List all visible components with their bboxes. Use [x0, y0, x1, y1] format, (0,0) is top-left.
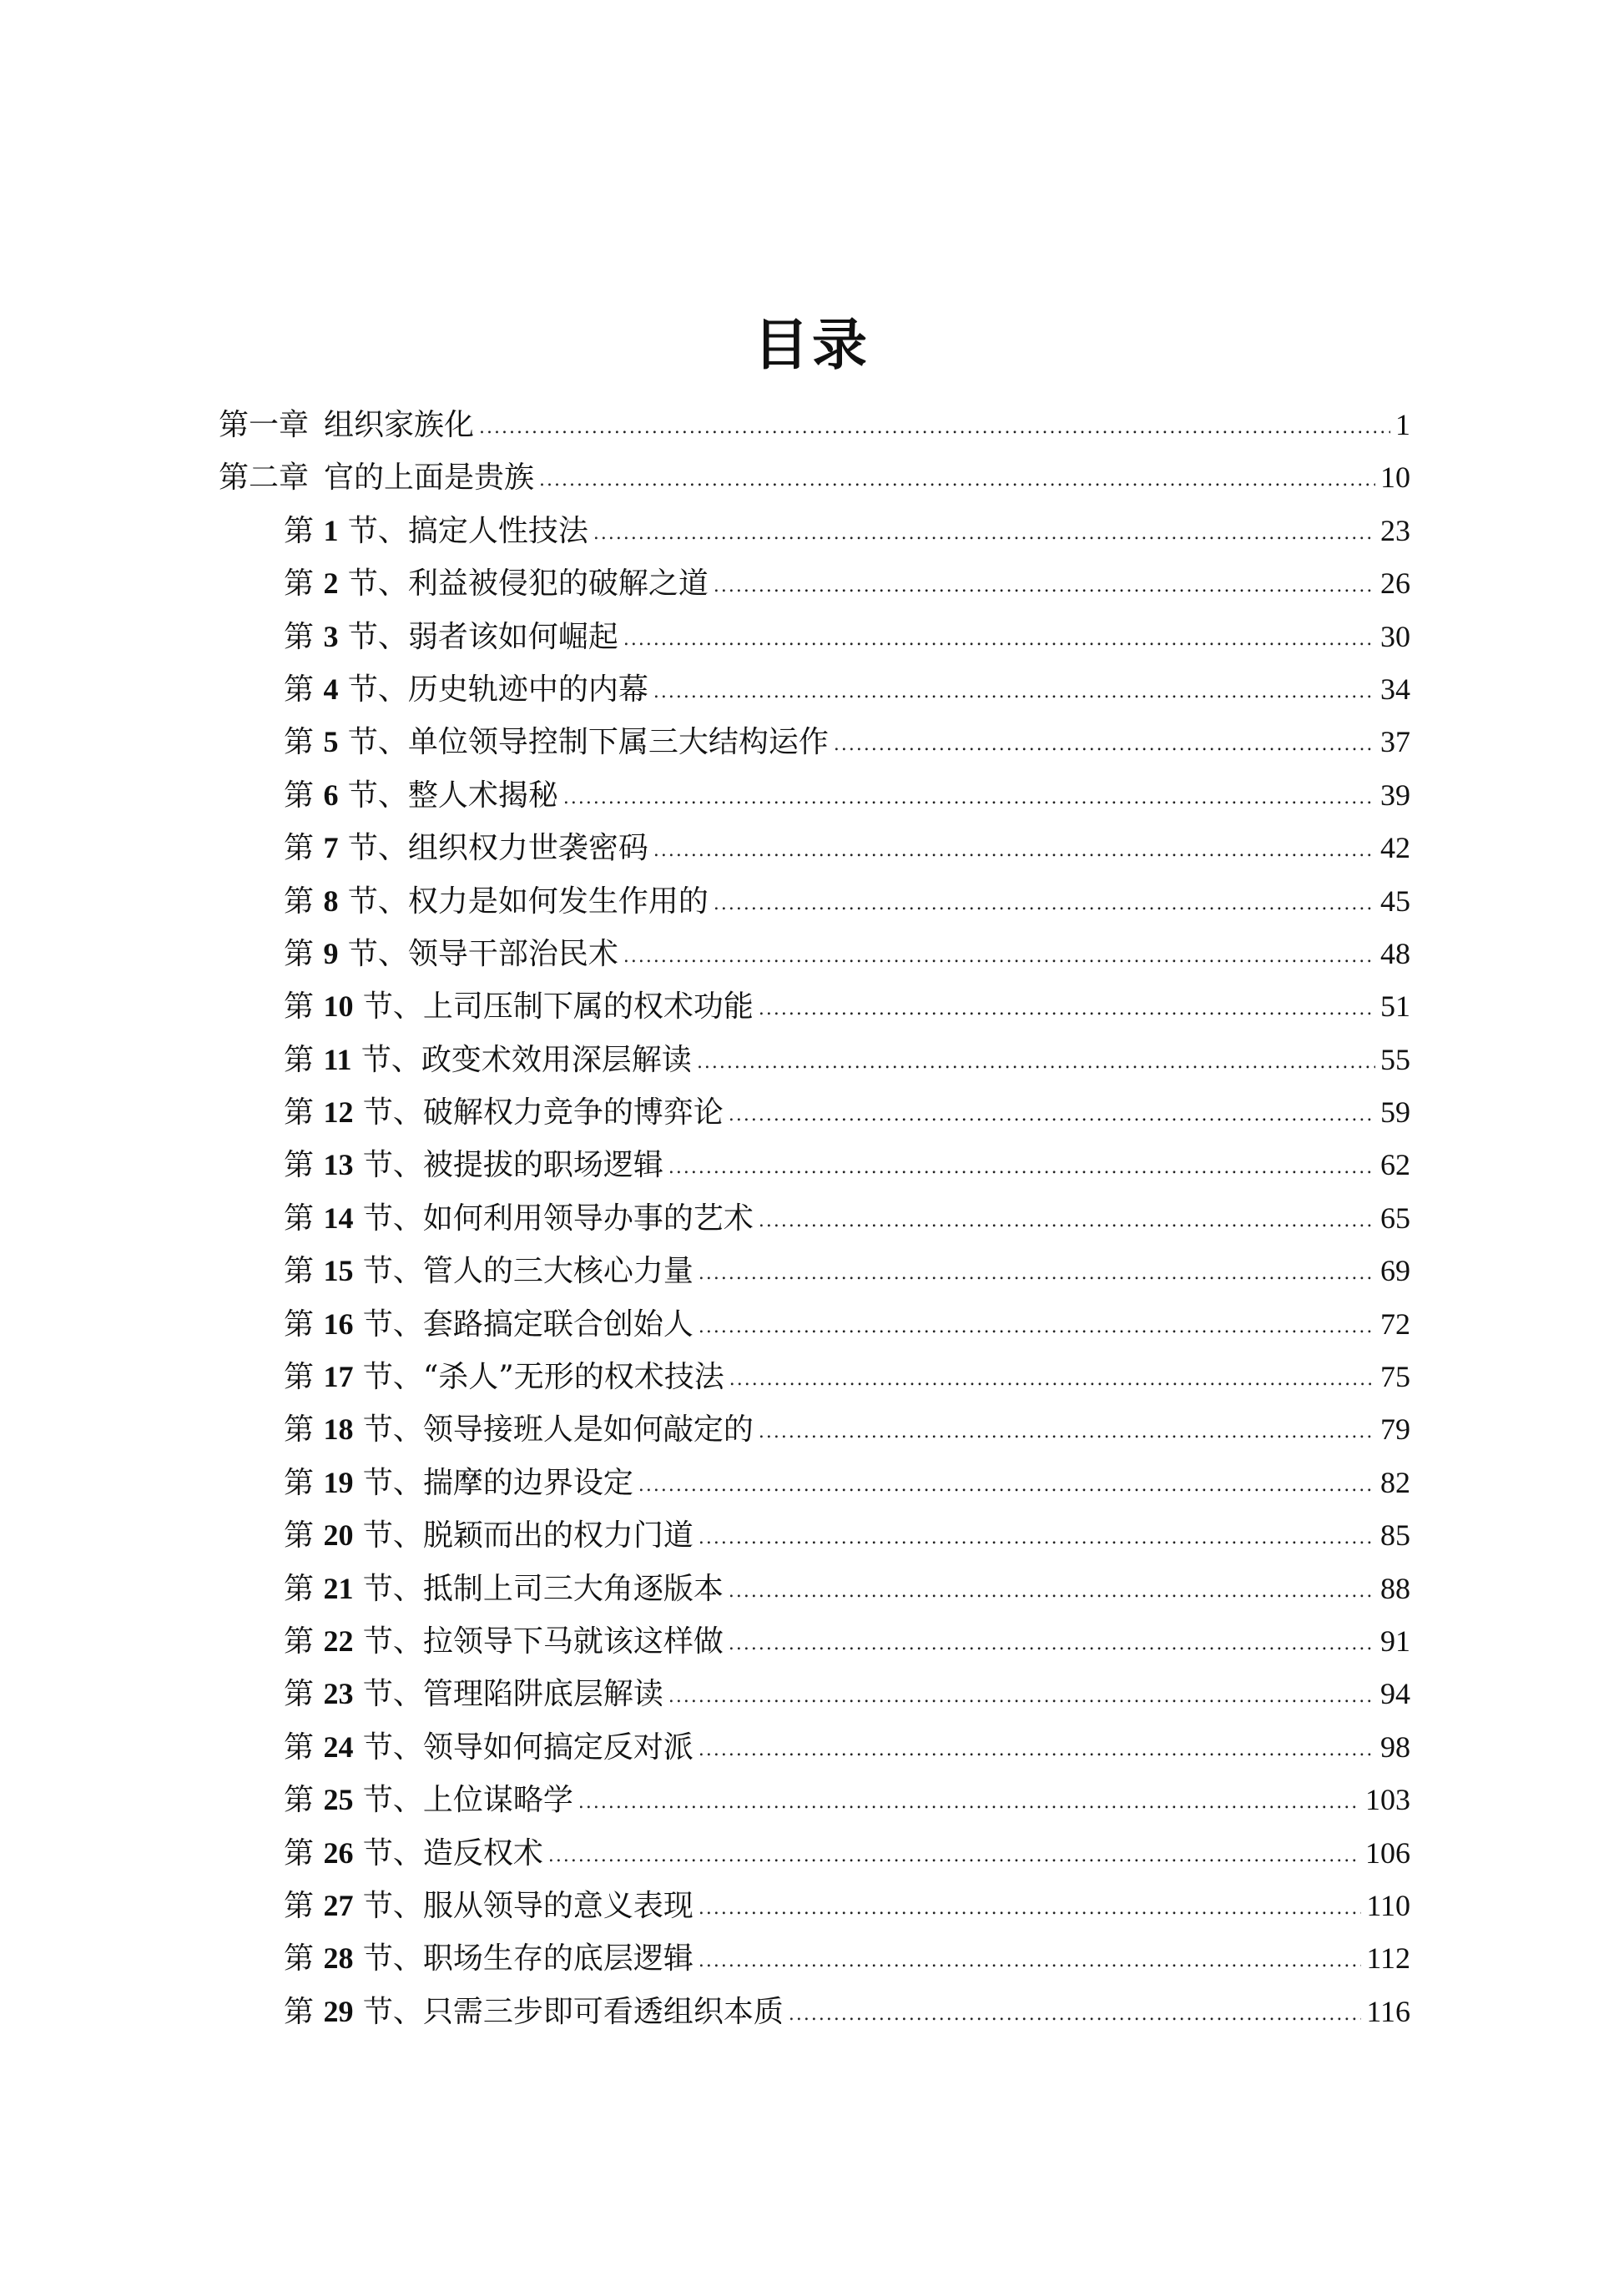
section-number: 7: [323, 831, 339, 865]
toc-section-entry[interactable]: [219, 1139, 1410, 1191]
toc-section-entry[interactable]: [219, 1932, 1410, 1985]
toc-section-entry[interactable]: [219, 1086, 1410, 1139]
section-number: 28: [323, 1941, 354, 1976]
section-number: 20: [323, 1518, 354, 1553]
toc-chapter-entry[interactable]: [219, 399, 1410, 451]
toc-section-entry[interactable]: [219, 1774, 1410, 1826]
dot-leader: [699, 1724, 1375, 1776]
section-title: 领导接班人是如何敲定的: [422, 1412, 754, 1448]
dot-leader: [789, 1988, 1361, 2041]
toc-section-entry[interactable]: [219, 875, 1410, 928]
section-title: 如何利用领导办事的艺术: [422, 1201, 754, 1236]
section-number: 8: [323, 884, 339, 918]
dot-leader: [729, 1565, 1375, 1618]
dot-leader: [548, 1830, 1360, 1882]
toc-page-number: 116: [1366, 1994, 1410, 2028]
section-title: 造反权术: [422, 1835, 543, 1871]
toc-entry-label: 第 21 节、抵制上司三大角逐版本: [284, 1571, 724, 1606]
toc-entry-label: 第 5 节、单位领导控制下属三大结构运作: [284, 725, 829, 760]
toc-page-number: 55: [1380, 1042, 1410, 1076]
toc-section-entry[interactable]: [219, 1563, 1410, 1615]
toc-page-number: 48: [1380, 936, 1410, 970]
toc-entry-label: 第 25 节、上位谋略学: [284, 1783, 573, 1818]
toc-section-entry[interactable]: [219, 1509, 1410, 1562]
toc-section-entry[interactable]: [219, 1668, 1410, 1720]
toc-page-number: 112: [1366, 1941, 1410, 1976]
toc-section-entry[interactable]: [219, 1245, 1410, 1297]
toc-section-entry[interactable]: [219, 1034, 1410, 1086]
toc-section-entry[interactable]: [219, 1351, 1410, 1403]
toc-page-number: 62: [1380, 1148, 1410, 1182]
dot-leader: [729, 1353, 1375, 1406]
toc-page-number: 82: [1380, 1465, 1410, 1499]
toc-list: [219, 399, 1410, 2038]
dot-leader: [623, 613, 1375, 666]
toc-entry-label: 第 20 节、脱颖而出的权力门道: [284, 1518, 693, 1553]
chapter-title: 组织家族化: [324, 408, 475, 442]
dot-leader: [759, 1406, 1375, 1458]
section-title: 只需三步即可看透组织本质: [422, 1994, 784, 2029]
section-title: 政变术效用深层解读: [421, 1042, 692, 1077]
dot-leader: [697, 1036, 1375, 1089]
dot-leader: [539, 454, 1375, 506]
section-title: 上位谋略学: [422, 1783, 573, 1818]
toc-page-number: 10: [1380, 461, 1410, 495]
section-number: 21: [323, 1571, 354, 1605]
section-title: 单位领导控制下属三大结构运作: [407, 725, 829, 760]
dot-leader: [729, 1089, 1375, 1141]
dot-leader: [729, 1618, 1375, 1670]
toc-page-number: 23: [1380, 513, 1410, 547]
section-title: 破解权力竞争的博弈论: [422, 1095, 724, 1130]
section-number: 24: [323, 1730, 354, 1764]
toc-entry-label: 第 24 节、领导如何搞定反对派: [284, 1730, 693, 1765]
section-number: 13: [323, 1148, 354, 1182]
toc-entry-label: 第 16 节、套路搞定联合创始人: [284, 1307, 693, 1342]
toc-page-number: 51: [1380, 989, 1410, 1024]
section-number: 2: [323, 566, 339, 601]
section-number: 1: [323, 513, 339, 547]
section-title: 弱者该如何崛起: [407, 619, 618, 654]
toc-entry-label: 第 29 节、只需三步即可看透组织本质: [284, 1994, 784, 2029]
section-title: 领导如何搞定反对派: [422, 1730, 693, 1765]
toc-section-entry[interactable]: [219, 716, 1410, 768]
toc-entry-label: [219, 451, 534, 504]
dot-leader: [593, 507, 1375, 560]
section-title: 脱颖而出的权力门道: [422, 1518, 693, 1553]
section-number: 11: [323, 1042, 352, 1076]
dot-leader: [714, 878, 1375, 930]
toc-section-entry[interactable]: [219, 822, 1410, 874]
section-number: 15: [323, 1254, 354, 1288]
section-number: 19: [323, 1465, 354, 1499]
toc-page-number: 45: [1380, 884, 1410, 918]
dot-leader: [653, 824, 1375, 877]
section-number: 5: [323, 725, 339, 759]
toc-entry-label: 第 23 节、管理陷阱底层解读: [284, 1677, 663, 1712]
toc-page-number: 110: [1366, 1888, 1410, 1922]
section-title: 权力是如何发生作用的: [407, 884, 709, 919]
section-title: 上司压制下属的权术功能: [422, 989, 754, 1025]
toc-page-number: 42: [1380, 831, 1410, 865]
toc-entry-label: 第 11 节、政变术效用深层解读: [284, 1042, 692, 1077]
section-title: 抵制上司三大角逐版本: [422, 1571, 724, 1606]
toc-section-entry[interactable]: [219, 1298, 1410, 1351]
toc-page-number: 91: [1380, 1624, 1410, 1658]
toc-section-entry[interactable]: [219, 928, 1410, 980]
dot-leader: [623, 930, 1375, 983]
chapter-prefix: 第二章: [219, 461, 310, 496]
toc-entry-label: 第 6 节、整人术揭秘: [284, 778, 558, 813]
toc-section-entry[interactable]: [219, 1986, 1410, 2038]
dot-leader: [699, 1247, 1375, 1300]
toc-page-number: 39: [1380, 778, 1410, 812]
toc-section-entry[interactable]: [219, 505, 1410, 557]
toc-section-entry[interactable]: [219, 611, 1410, 663]
section-title: 职场生存的底层逻辑: [422, 1941, 693, 1976]
section-number: 25: [323, 1783, 354, 1817]
section-number: 29: [323, 1994, 354, 2028]
toc-entry-label: 第 10 节、上司压制下属的权术功能: [284, 989, 754, 1025]
toc-page-number: 98: [1380, 1730, 1410, 1764]
section-number: 14: [323, 1201, 354, 1235]
toc-section-entry[interactable]: [219, 557, 1410, 610]
dot-leader: [759, 983, 1375, 1035]
section-title: 被提拔的职场逻辑: [422, 1148, 663, 1183]
section-title: 管理陷阱底层解读: [422, 1677, 663, 1712]
toc-entry-label: 第 4 节、历史轨迹中的内幕: [284, 672, 648, 707]
toc-page-number: 106: [1365, 1835, 1410, 1870]
toc-page-number: 88: [1380, 1571, 1410, 1605]
section-number: 12: [323, 1095, 354, 1130]
section-number: 22: [323, 1624, 354, 1658]
toc-entry-label: [219, 399, 474, 451]
toc-page-number: 26: [1380, 566, 1410, 601]
dot-leader: [699, 1935, 1361, 1987]
section-title: 整人术揭秘: [407, 778, 558, 813]
dot-leader: [699, 1301, 1375, 1353]
section-number: 26: [323, 1835, 354, 1870]
toc-entry-label: 第 3 节、弱者该如何崛起: [284, 619, 618, 654]
toc-section-entry[interactable]: [219, 1615, 1410, 1668]
toc-entry-label: 第 15 节、管人的三大核心力量: [284, 1254, 693, 1289]
dot-leader: [563, 772, 1375, 824]
section-title: “杀人”无形的权术技法: [422, 1360, 724, 1395]
section-title: 服从领导的意义表现: [422, 1888, 693, 1923]
toc-title: 目录: [754, 312, 870, 377]
toc-entry-label: 第 13 节、被提拔的职场逻辑: [284, 1148, 663, 1183]
chapter-prefix: 第一章: [219, 408, 310, 442]
toc-page-number: 79: [1380, 1412, 1410, 1447]
chapter-title: 官的上面是贵族: [324, 461, 535, 496]
dot-leader: [668, 1670, 1375, 1723]
toc-page-number: 85: [1380, 1518, 1410, 1553]
toc-section-entry[interactable]: [219, 1192, 1410, 1245]
section-title: 组织权力世袭密码: [407, 831, 648, 866]
dot-leader: [653, 666, 1375, 718]
toc-section-entry[interactable]: [219, 1827, 1410, 1880]
section-number: 6: [323, 778, 339, 812]
toc-page-number: 94: [1380, 1677, 1410, 1711]
toc-section-entry[interactable]: [219, 769, 1410, 822]
section-number: 23: [323, 1677, 354, 1711]
section-number: 17: [323, 1360, 354, 1394]
dot-leader: [714, 560, 1375, 612]
toc-entry-label: 第 22 节、拉领导下马就该这样做: [284, 1624, 724, 1659]
section-number: 10: [323, 989, 354, 1024]
dot-leader: [699, 1882, 1361, 1935]
toc-page-number: 37: [1380, 725, 1410, 759]
toc-section-entry[interactable]: [219, 1403, 1410, 1456]
toc-section-entry[interactable]: [219, 1457, 1410, 1509]
toc-page-number: 69: [1380, 1254, 1410, 1288]
toc-entry-label: 第 18 节、领导接班人是如何敲定的: [284, 1412, 754, 1448]
toc-page-number: 75: [1380, 1360, 1410, 1394]
toc-page-number: 103: [1365, 1783, 1410, 1817]
toc-entry-label: 第 12 节、破解权力竞争的博弈论: [284, 1095, 724, 1130]
toc-page-number: 1: [1395, 408, 1410, 441]
toc-page-number: 59: [1380, 1095, 1410, 1130]
toc-section-entry[interactable]: [219, 663, 1410, 716]
toc-entry-label: 第 28 节、职场生存的底层逻辑: [284, 1941, 693, 1976]
dot-leader: [759, 1195, 1375, 1247]
section-title: 领导干部治民术: [407, 936, 618, 971]
section-title: 套路搞定联合创始人: [422, 1307, 693, 1342]
toc-entry-label: 第 9 节、领导干部治民术: [284, 936, 618, 971]
section-number: 18: [323, 1412, 354, 1447]
toc-entry-label: 第 14 节、如何利用领导办事的艺术: [284, 1201, 754, 1236]
section-title: 揣摩的边界设定: [422, 1465, 633, 1500]
toc-page-number: 30: [1380, 619, 1410, 653]
section-title: 搞定人性技法: [407, 513, 588, 548]
toc-page-number: 34: [1380, 672, 1410, 706]
toc-entry-label: 第 26 节、造反权术: [284, 1835, 543, 1871]
toc-entry-label: 第 1 节、搞定人性技法: [284, 513, 588, 548]
section-title: 拉领导下马就该这样做: [422, 1624, 724, 1659]
section-number: 9: [323, 936, 339, 970]
section-title: 利益被侵犯的破解之道: [407, 566, 709, 602]
toc-section-entry[interactable]: [219, 980, 1410, 1033]
toc-entry-label: 第 2 节、利益被侵犯的破解之道: [284, 566, 709, 602]
section-title: 历史轨迹中的内幕: [407, 672, 648, 707]
toc-entry-label: 第 27 节、服从领导的意义表现: [284, 1888, 693, 1923]
toc-entry-label: 第 7 节、组织权力世袭密码: [284, 831, 648, 866]
toc-page-number: 65: [1380, 1201, 1410, 1235]
toc-page-number: 72: [1380, 1307, 1410, 1341]
dot-leader: [834, 718, 1375, 771]
section-number: 27: [323, 1888, 354, 1922]
toc-entry-label: 第 8 节、权力是如何发生作用的: [284, 884, 709, 919]
dot-leader: [479, 401, 1390, 454]
section-number: 16: [323, 1307, 354, 1341]
dot-leader: [699, 1512, 1375, 1564]
section-number: 3: [323, 619, 339, 653]
section-number: 4: [323, 672, 339, 706]
dot-leader: [578, 1776, 1360, 1829]
toc-entry-label: 第 19 节、揣摩的边界设定: [284, 1465, 633, 1500]
toc-entry-label: 第 17 节、“杀人”无形的权术技法: [284, 1360, 724, 1395]
dot-leader: [638, 1459, 1375, 1512]
toc-chapter-entry[interactable]: [219, 451, 1410, 504]
toc-section-entry[interactable]: [219, 1721, 1410, 1774]
section-title: 管人的三大核心力量: [422, 1254, 693, 1289]
dot-leader: [668, 1141, 1375, 1194]
toc-section-entry[interactable]: [219, 1880, 1410, 1932]
